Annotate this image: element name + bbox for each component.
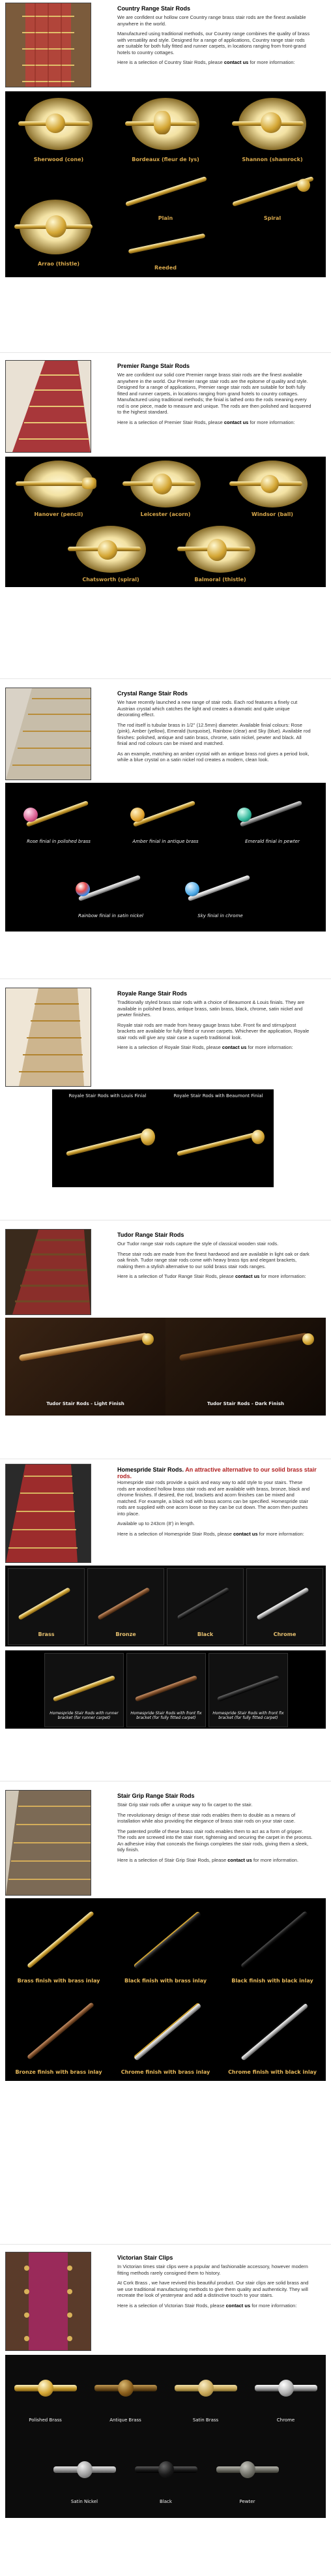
grip-contact-link[interactable]: contact us	[227, 1856, 252, 1863]
homespride-para-2: Available up to 243cm (8') in length.	[117, 1521, 195, 1526]
homespride-para-3: Here is a selection of Homespride Stair Rods, please contact us for more information:	[117, 1530, 304, 1537]
homespride-title-highlight: An attractive alternative to our solid brass stair rods.	[117, 1466, 317, 1479]
tudor-para-2: These stair rods are made from the finest hardwood and are available in light oak or dark oak finish. Tudor range stair rods come with heavy brass tips and elegant brackets, making them a stylish alternative to our solid brass stair rods ranges.	[117, 1250, 309, 1269]
tudor-para-1: Our Tudor range stair rods capture the style of classical wooden stair rods.	[117, 1241, 279, 1247]
premier-finials-band	[5, 457, 326, 587]
premier-title: Premier Range Stair Rods	[117, 363, 190, 369]
clips-stairs-photo	[5, 2252, 91, 2351]
country-stairs-photo	[5, 3, 91, 87]
royale-para-1: Traditionally styled brass stair rods with a choice of Beaumont & Louis finials. They are available in polished brass, antique brass, satin brass, black, chrome, satin nickel and pewter finishes.	[117, 999, 305, 1018]
homespride-stairs-photo	[5, 1464, 91, 1563]
grip-chrome-black: Chrome finish with black inlay	[219, 1990, 326, 2081]
clips-para-2: At Cork Brass , we have revived this beautiful product. Our stair clips are solid brass and we use traditional manufacturing methods to give them quality and authenticity. They will recreate the look of yesteryear and add a distinctive touch to your stairs.	[117, 2280, 309, 2298]
grip-para-2: The revolutionary design of these stair rods enables them to double as a means of installation while also providing the elegance of brass stair rods on your stair case.	[117, 1811, 296, 1824]
grip-band	[5, 1898, 326, 2081]
premier-stairs-photo	[5, 360, 91, 453]
tudor-stairs-photo	[5, 1229, 91, 1315]
country-para-3: Here is a selection of Country Stair Rods, please contact us for more information:	[117, 59, 295, 65]
finial-plain: Plain	[112, 170, 219, 228]
crystal-para-2: The rod itself is tubular brass in 1/2" (12.5mm) diameter. Available finial colours: Rose (pink), Amber (yellow), Emerald (turquoise), Rainbow (clear) and Sky (blue). Available rod finishes: polished, antique and satin brass, chrome, satin nickel, pewter and black. All finial and rod colours can be mixed and matched.	[117, 721, 311, 746]
clip-satin-nickel: Satin Nickel	[44, 2436, 124, 2515]
tudor-contact-link[interactable]: contact us	[235, 1273, 260, 1279]
premier-section	[0, 357, 331, 631]
crystal-sky: Sky finial in chrome	[167, 857, 274, 932]
bracket-front-fix-1: Homespride Stair Rods with front fix bracket (for fully fitted carpet)	[126, 1653, 206, 1727]
royale-section	[0, 985, 331, 1200]
grip-title: Stair Grip Range Stair Rods	[117, 1793, 195, 1799]
crystal-para-3: As an example, matching an amber crystal with an antique brass rod gives a period look, while a blue crystal on a satin nickel rod creates a modern, clean look.	[117, 750, 309, 763]
tudor-band	[5, 1318, 326, 1416]
grip-description	[117, 1802, 313, 1867]
finish-chrome: Chrome	[246, 1568, 323, 1645]
homespride-finishes-band	[5, 1566, 326, 1646]
country-title: Country Range Stair Rods	[117, 5, 191, 12]
country-section	[0, 0, 331, 280]
country-para-1: We are confident our hollow core Country range brass stair rods are the finest available anywhere in the world.	[117, 14, 306, 27]
premier-para-2: Here is a selection of Premier Stair Rods, please contact us for more information:	[117, 419, 295, 425]
grip-stairs-photo	[5, 1790, 91, 1896]
homespride-para-1: Homespride stair rods provide a quick and easy way to add style to your stairs. These rods are anodised hollow brass stair rods and are available with brass, bronze, black and chrome finishes. If desired, the rod, brackets and acorn finishes can be mixed and matched. For example, a black rod with brass acorns can be specified. Homespride stair rods are supplied with one acorn loose so they can be cut down. The acorn then pushes into place.	[117, 1479, 310, 1517]
crystal-stairs-photo	[5, 688, 91, 780]
grip-black-black: Black finish with black inlay	[219, 1898, 326, 1990]
finial-leicester: Leicester (acorn)	[112, 457, 219, 522]
clip-black: Black	[126, 2436, 206, 2515]
clips-para-3: Here is a selection of Victorian Stair Rods, please contact us for more information:	[117, 2302, 297, 2309]
homespride-section	[0, 1461, 331, 1755]
tudor-description	[117, 1241, 313, 1284]
tudor-para-3: Here is a selection of Tudor Range Stair Rods, please contact us for more information:	[117, 1273, 306, 1279]
crystal-section	[0, 685, 331, 933]
finish-bronze: Bronze	[87, 1568, 164, 1645]
premier-description	[117, 372, 313, 429]
country-contact-link[interactable]: contact us	[223, 59, 249, 65]
divider	[0, 678, 331, 679]
finish-brass: Brass	[8, 1568, 85, 1645]
crystal-description	[117, 699, 313, 767]
royale-para-3: Here is a selection of Royale Stair Rods, please contact us for more information:	[117, 1044, 293, 1050]
clips-section	[0, 2249, 331, 2575]
crystal-finials-band	[5, 783, 326, 932]
clips-description	[117, 2264, 313, 2312]
clips-para-1: In Victorian times stair clips were a popular and fashionable accessory, however modern fitting methods rarely consigned them to history.	[117, 2264, 308, 2276]
royale-para-2: Royale stair rods are made from heavy gauge brass tube. Front fix and stirrup/post brackets are available for fully fitted or runner carpets. Whichever the application, Royale stair rods will give any stair case a superb traditional look.	[117, 1022, 309, 1040]
finial-hanover: Hanover (pencil)	[5, 457, 112, 522]
royale-louis: Royale Stair Rods with Louis Finial	[52, 1089, 163, 1187]
finial-reeded: Reeded	[112, 228, 219, 277]
bracket-front-fix-2: Homespride Stair Rods with front fix bracket (for fully fitted carpet)	[209, 1653, 288, 1727]
grip-section	[0, 1787, 331, 2205]
grip-para-3: The patented profile of these brass stair rods enables them to act as a form of gripper. The rods are screwed into the stair riser, tightening and securing the carpet in the process. An adhesive inlay that conceals the fixings completes the stair rods, giving them a sleek, tidy finish.	[117, 1828, 313, 1853]
country-description	[117, 14, 313, 70]
divider	[0, 352, 331, 353]
clip-polished-brass: Polished Brass	[5, 2355, 85, 2433]
finial-windsor: Windsor (ball)	[219, 457, 326, 522]
crystal-title: Crystal Range Stair Rods	[117, 690, 188, 697]
clips-title: Victorian Stair Clips	[117, 2254, 173, 2261]
tudor-section	[0, 1226, 331, 1461]
tudor-title: Tudor Range Stair Rods	[117, 1232, 184, 1238]
homespride-description	[117, 1479, 313, 1541]
royale-beaumont: Royale Stair Rods with Beaumont Finial	[163, 1089, 274, 1187]
royale-description	[117, 999, 313, 1055]
premier-contact-link[interactable]: contact us	[223, 419, 249, 425]
finial-bordeaux: Bordeaux (fleur de lys)	[112, 91, 219, 170]
crystal-emerald: Emerald finial in pewter	[219, 783, 326, 857]
finish-black: Black	[167, 1568, 244, 1645]
grip-brass-brass: Brass finish with brass inlay	[5, 1898, 112, 1990]
homespride-brackets-band	[5, 1650, 326, 1729]
clip-chrome: Chrome	[246, 2355, 326, 2433]
premier-para-1: We are confident our solid core Premier range brass stair rods are the finest available anywhere in the world. Our Premier range stair rods are the epitome of quality and style. Designed for a range of applications, Premier range stair rods are suitable for both fully fitted and runner carpets, in locations ranging from grand hotels to country cottages. Manufactured using traditional methods; the finial is lathed onto the rods meaning every rod is one piece, made to measure and unique. The rods are then polished and lacquered to the highest standard.	[117, 372, 311, 415]
crystal-rose: Rose finial in polished brass	[5, 783, 112, 857]
homespride-title: Homespride Stair Rods. An attractive alternative to our solid brass stair rods.	[117, 1466, 317, 1479]
crystal-rainbow: Rainbow finial in satin nickel	[57, 857, 164, 932]
homespride-contact-link[interactable]: contact us	[233, 1530, 258, 1537]
royale-stairs-photo	[5, 988, 91, 1087]
tudor-dark: Tudor Stair Rods - Dark Finish	[166, 1318, 326, 1416]
finial-balmoral: Balmoral (thistle)	[167, 522, 274, 587]
divider	[0, 2244, 331, 2245]
finial-spiral: Spiral	[219, 170, 326, 228]
clip-antique-brass: Antique Brass	[85, 2355, 166, 2433]
crystal-para-1: We have recently launched a new range of stair rods. Each rod features a finely cut Austrian crystal which catches the light and creates a dramatic and quite unique decorating effect.	[117, 699, 298, 718]
clips-contact-link[interactable]: contact us	[225, 2302, 251, 2309]
finial-shannon: Shannon (shamrock)	[219, 91, 326, 170]
grip-bronze-brass: Bronze finish with brass inlay	[5, 1990, 112, 2081]
clips-band	[5, 2355, 326, 2518]
finial-sherwood: Sherwood (cone)	[5, 91, 112, 170]
crystal-amber: Amber finial in antique brass	[112, 783, 219, 857]
grip-para-1: Stair Grip stair rods offer a unique way to fix carpet to the stair.	[117, 1802, 253, 1808]
country-para-2: Manufactured using traditional methods, our Country range combines the quality of brass with versatility and style. Designed for a range of applications, Country range stair rods are suitable for both fully fitted and runner carpets, in locations ranging from front-grand hotels to country cottages.	[117, 31, 310, 55]
royale-title: Royale Range Stair Rods	[117, 990, 188, 997]
grip-chrome-brass: Chrome finish with brass inlay	[112, 1990, 219, 2081]
bracket-runner: Homespride Stair Rods with runner bracket (for runner carpet)	[44, 1653, 124, 1727]
clip-satin-brass: Satin Brass	[166, 2355, 246, 2433]
clip-pewter: Pewter	[207, 2436, 287, 2515]
grip-para-4: Here is a selection of Stair Grip Stair Rods, please contact us for more information.	[117, 1856, 299, 1863]
royale-contact-link[interactable]: contact us	[222, 1044, 247, 1050]
royale-band	[52, 1089, 274, 1187]
country-finials-band	[5, 91, 326, 277]
tudor-light: Tudor Stair Rods - Light Finish	[5, 1318, 166, 1416]
grip-black-brass: Black finish with brass inlay	[112, 1898, 219, 1990]
divider	[0, 978, 331, 979]
finial-arrao: Arrao (thistle)	[5, 196, 112, 274]
finial-chatsworth: Chatsworth (spiral)	[57, 522, 164, 587]
